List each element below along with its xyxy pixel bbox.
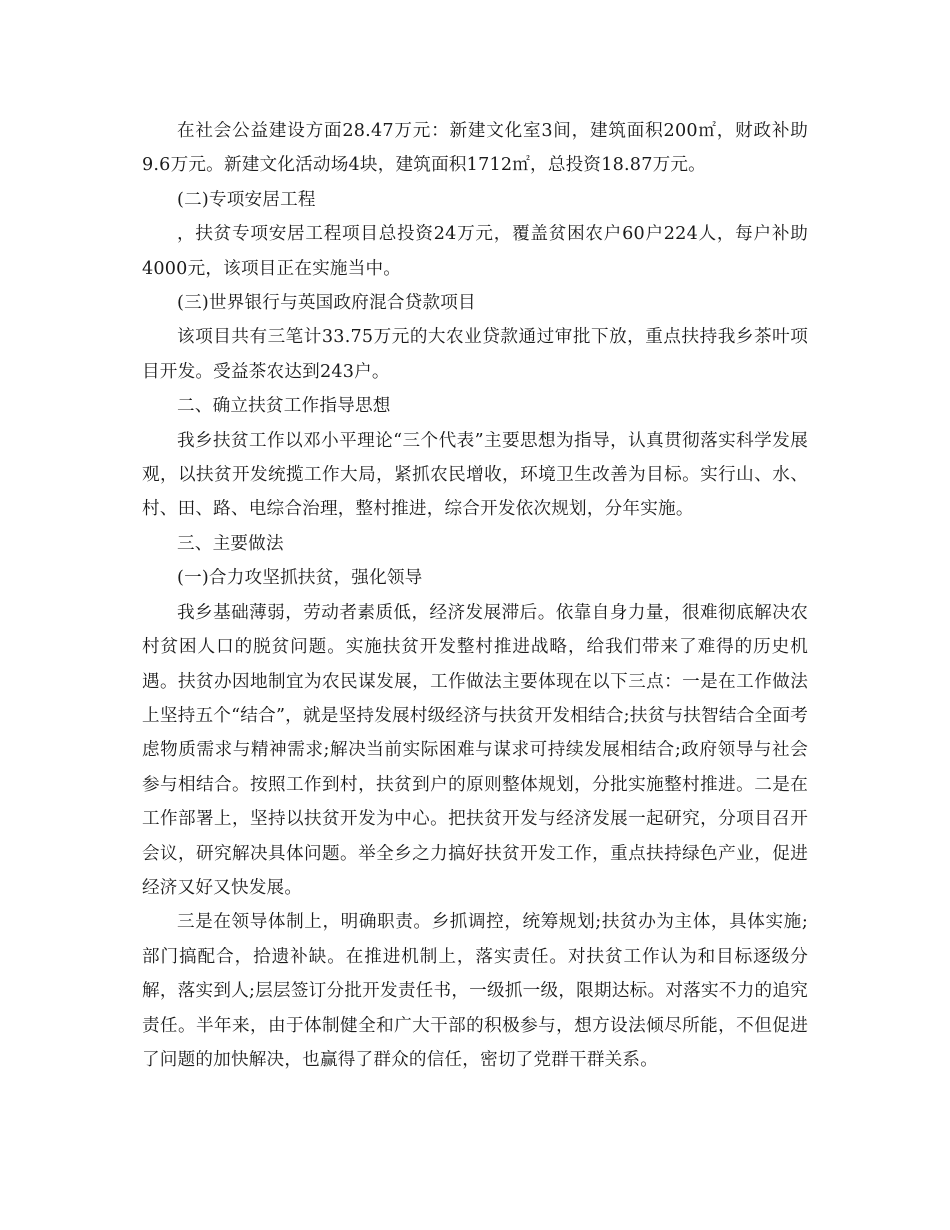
paragraph-housing-project: ，扶贫专项安居工程项目总投资24万元，覆盖贫困农户60户224人，每户补助4000元，该项目正在实施当中。 bbox=[142, 224, 808, 279]
heading-main-practices: 三、主要做法 bbox=[177, 533, 284, 554]
heading-leadership: (一)合力攻坚抓扶贫，强化领导 bbox=[177, 568, 423, 589]
paragraph-public-welfare: 在社会公益建设方面28.47万元：新建文化室3间，建筑面积200㎡，财政补助9.6万元。新建文化活动场4块，建筑面积1712㎡，总投资18.87万元。 bbox=[142, 121, 808, 176]
paragraph-leadership: 我乡基础薄弱，劳动者素质低，经济发展滞后。依靠自身力量，很难彻底解决农村贫困人口的脱贫问题。实施扶贫开发整村推进战略，给我们带来了难得的历史机遇。扶贫办因地制宜为农民谋发展，工作做法主要体现在以下三点：一是在工作做法上坚持五个“结合”，就是坚持发展村级经济与扶贫开发相结合;扶贫与扶智结合全面考虑物质需求与精神需求;解决当前实际困难与谋求可持续发展相结合;政府领导与社会参与相结合。按照工作到村，扶贫到户的原则整体规划，分批实施整村推进。二是在工作部署上，坚持以扶贫开发为中心。把扶贫开发与经济发展一起研究，分项目召开会议，研究解决具体问题。举全乡之力搞好扶贫开发工作，重点扶持绿色产业，促进经济又好又快发展。 bbox=[142, 602, 808, 898]
heading-housing-project: (二)专项安居工程 bbox=[177, 189, 316, 210]
paragraph-guiding-ideology: 我乡扶贫工作以邓小平理论“三个代表”主要思想为指导，认真贯彻落实科学发展观，以扶贫开发统揽工作大局，紧抓农民增收，环境卫生改善为目标。实行山、水、村、田、路、电综合治理，整村推进，综合开发依次规划，分年实施。 bbox=[142, 430, 808, 520]
document-body bbox=[142, 114, 808, 1077]
paragraph-responsibility: 三是在领导体制上，明确职责。乡抓调控，统筹规划;扶贫办为主体，具体实施;部门搞配合，拾遗补缺。在推进机制上，落实责任。对扶贫工作认为和目标逐级分解，落实到人;层层签订分批开发责任书，一级抓一级，限期达标。对落实不力的追究责任。半年来，由于体制健全和广大干部的积极参与，想方设法倾尽所能，不但促进了问题的加快解决，也赢得了群众的信任，密切了党群干群关系。 bbox=[142, 912, 808, 1070]
heading-guiding-ideology: 二、确立扶贫工作指导思想 bbox=[177, 396, 391, 417]
heading-world-bank-loan: (三)世界银行与英国政府混合贷款项目 bbox=[177, 293, 476, 314]
paragraph-world-bank-loan: 该项目共有三笔计33.75万元的大农业贷款通过审批下放，重点扶持我乡茶叶项目开发。受益茶农达到243户。 bbox=[142, 327, 808, 382]
